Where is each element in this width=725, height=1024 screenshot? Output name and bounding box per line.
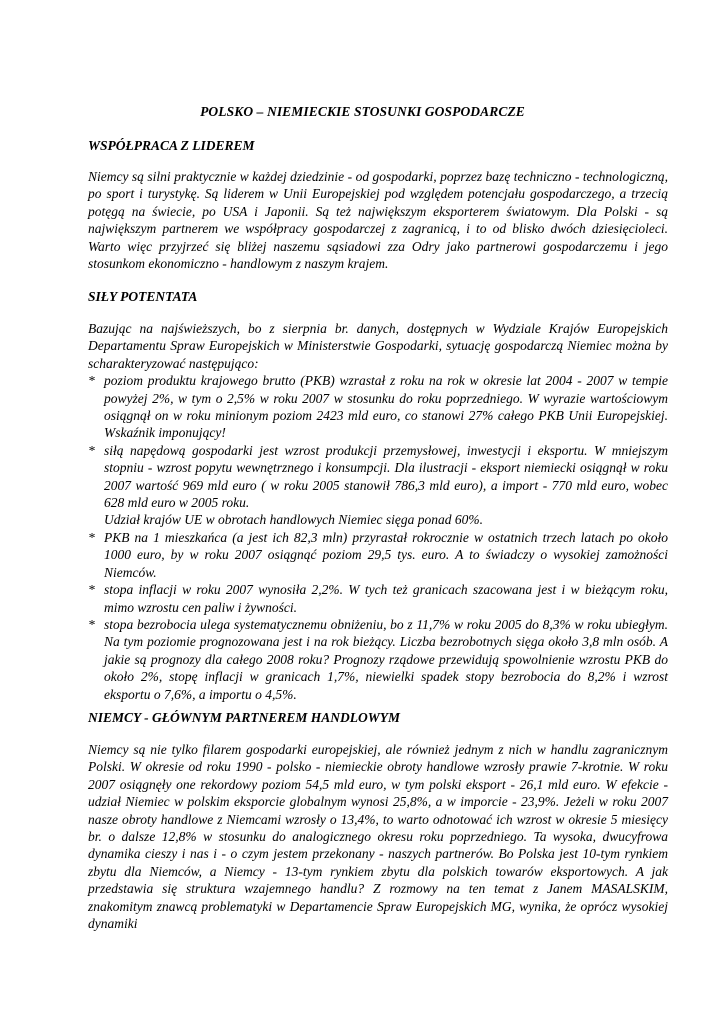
list-item-text: stopa inflacji w roku 2007 wynosiła 2,2%. W tych też granicach szacowana jest i w bieżącym roku, mimo wzrostu cen paliw i żywności. <box>104 582 668 615</box>
section-heading-cooperation: WSPÓŁPRACA Z LIDEREM <box>88 138 255 153</box>
bullet-marker: * <box>88 529 95 545</box>
list-item-text: poziom produktu krajowego brutto (PKB) wzrastał z roku na rok w okresie lat 2004 - 2007 w tempie powyżej 2%, w tym o 2,5% w roku 2007 w stosunku do roku poprzedniego. W wyrazie wartościowym osiągnął on w roku minionym poziom 2423 mld euro, co stanowi 27% całego PKB Unii Europejskiej. Wskaźnik imponujący! <box>104 373 668 441</box>
section-paragraph-cooperation <box>88 168 668 272</box>
list-item <box>88 529 668 581</box>
paragraph-text: Niemcy są nie tylko filarem gospodarki europejskiej, ale również jednym z nich w handlu zagranicznym Polski. W okresie od roku 1990 - polsko - niemieckie obroty handlowe wzrosły prawie 7-krotnie. W roku 2007 osiągnęły one rekordowy poziom 54,5 mld euro, w tym polski eksport - 26,1 mld euro. W efekcie - udział Niemiec w polskim eksporcie globalnym wynosi 25,8%, a w imporcie - 23,9%. Jeżeli w roku 2007 nasze obroty handlowe z Niemcami wzrosły o 13,4%, to warto odnotować ich wzrost w okresie 5 miesięcy br. o dalsze 12,8% w stosunku do analogicznego okresu roku poprzedniego. Ta wysoka, dwucyfrowa dynamika cieszy i nas i - o czym jestem przekonany - naszych partnerów. Bo Polska jest 10-tym rynkiem zbytu dla Niemców, a Niemcy - 13-tym rynkiem zbytu dla polskich towarów eksportowych. A jak przedstawia się struktura wzajemnego handlu? Z rozmowy na ten temat z Janem MASALSKIM, znakomitym znawcą problematyki w Departamencie Spraw Europejskich MG, wynika, że oprócz wysokiej dynamiki <box>88 742 668 932</box>
list-item <box>88 372 668 442</box>
list-item-extra-text: Udział krajów UE w obrotach handlowych Niemiec sięga ponad 60%. <box>104 512 483 528</box>
section-body-strength <box>88 320 668 703</box>
section-paragraph-trade-partner <box>88 741 668 932</box>
document-title: POLSKO – NIEMIECKIE STOSUNKI GOSPODARCZE <box>200 104 525 119</box>
section-heading-strength: SIŁY POTENTATA <box>88 289 198 304</box>
list-item <box>88 442 668 529</box>
section-heading-trade-partner: NIEMCY - GŁÓWNYM PARTNEREM HANDLOWYM <box>88 710 401 725</box>
list-item <box>88 616 668 703</box>
list-item <box>88 581 668 616</box>
intro-paragraph: Bazując na najświeższych, bo z sierpnia br. danych, dostępnych w Wydziale Krajów Europejskich Departamentu Spraw Europejskich w Ministerstwie Gospodarki, sytuację gospodarczą Niemiec można by scharakteryzować następująco: <box>88 321 668 371</box>
list-item-text: stopa bezrobocia ulega systematycznemu obniżeniu, bo z 11,7% w roku 2005 do 8,3% w roku ubiegłym. Na tym poziomie prognozowana jest i na rok bieżący. Liczba bezrobotnych sięga około 3,8 mln osób. A jakie są prognozy dla całego 2008 roku? Prognozy rządowe przewidują spowolnienie wzrostu PKB do około 2%, stopę inflacji w granicach 1,7%, niewielki spadek stopy bezrobocia do 8,2% i wzrost eksportu o 7,6%, a importu o 4,5%. <box>104 616 668 702</box>
paragraph-text: Niemcy są silni praktycznie w każdej dziedzinie - od gospodarki, poprzez bazę techniczno - technologiczną, po sport i turystykę. Są liderem w Unii Europejskiej pod względem potencjału gospodarczego, a trzecią potęgą na świecie, po USA i Japonii. Są też największym eksporterem światowym. Dla Polski - są największym partnerem we współpracy gospodarczej z zagranicą, i to od blisko dwóch dziesięcioleci. Warto więc przyjrzeć się bliżej naszemu sąsiadowi zza Odry jako partnerowi gospodarczemu i jego stosunkom ekonomiczno - handlowym z naszym krajem. <box>88 169 668 272</box>
bullet-marker: * <box>88 442 95 458</box>
bullet-marker: * <box>88 616 95 632</box>
bullet-marker: * <box>88 373 95 389</box>
list-item-text: siłą napędową gospodarki jest wzrost produkcji przemysłowej, inwestycji i eksportu. W mniejszym stopniu - wzrost popytu wewnętrznego i konsumpcji. Dla ilustracji - eksport niemiecki osiągnął w roku 2007 wartość 969 mld euro ( w roku 2005 stanowił 786,3 mld euro), a import - 770 mld euro, wobec 628 mld euro w 2005 roku. <box>104 442 668 511</box>
list-item-text: PKB na 1 mieszkańca (a jest ich 82,3 mln) przyrastał rokrocznie w ostatnich trzech latach po około 1000 euro, by w roku 2007 osiągnąć poziom 29,5 tys. euro. A to świadczy o wysokiej zamożności Niemców. <box>104 529 668 580</box>
bullet-marker: * <box>88 582 95 598</box>
bullet-list <box>88 372 668 703</box>
